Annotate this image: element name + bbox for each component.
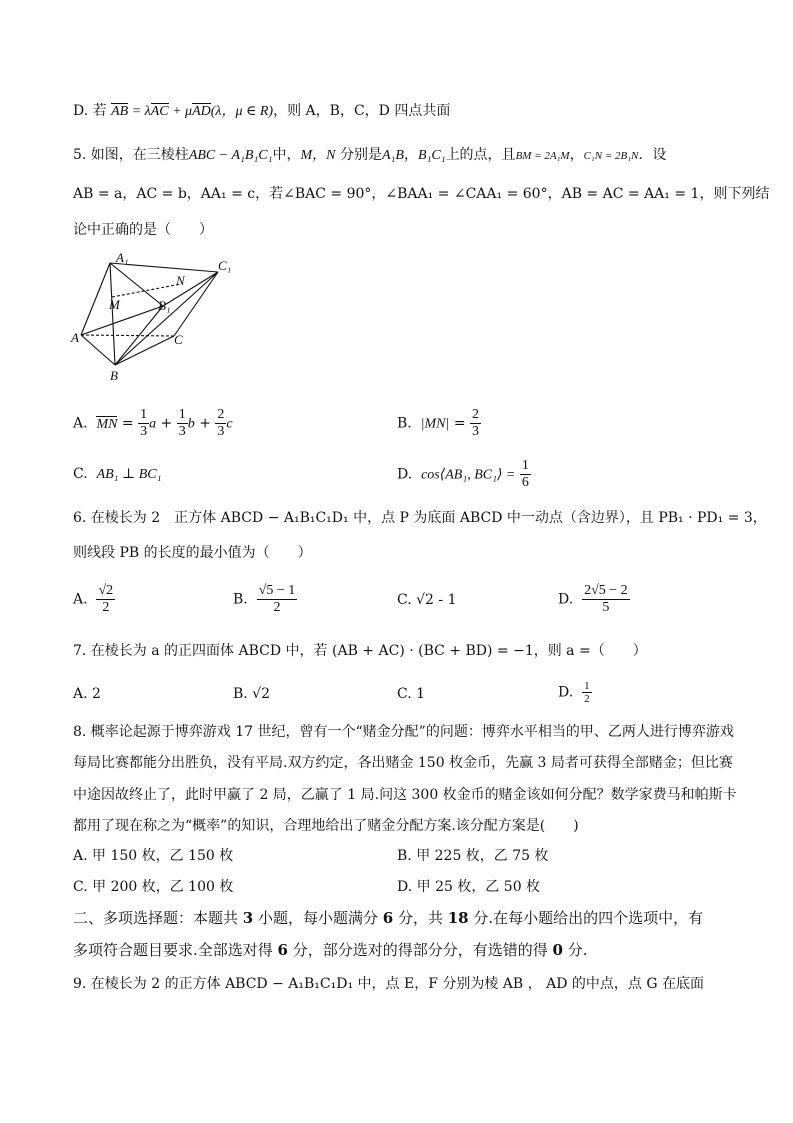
edge-a-c-hidden: [81, 335, 174, 336]
q7-option-d: D. $\frac{1}{2}$: [558, 680, 590, 705]
edge-a-a1: [81, 263, 110, 335]
section2-line1: 二、多项选择题：本题共 3 小题，每小题满分 6 分，共 18 分.在每小题给出的四个选项中，有: [73, 909, 704, 927]
label-c: C: [174, 332, 183, 347]
q8-option-d: D. 甲 25 枚，乙 50 枚: [397, 879, 541, 895]
q9-line1: 9. 在棱长为 2 的正方体 ABCD − A₁B₁C₁D₁ 中，点 E，F 分别为棱 AB ， AD 的中点，点 G 在底面: [73, 976, 704, 992]
q7-option-a: A. 2: [73, 686, 101, 702]
q5-option-c: C. AB₁ ⊥ BC₁: [73, 466, 162, 482]
section2-line2: 多项符合题目要求.全部选对得 6 分，部分选对的得部分分，有选错的得 0 分.: [73, 941, 588, 959]
q8-line3: 中途因故终止了，此时甲赢了 2 局，乙赢了 1 局.问这 300 枚金币的赌金该如何分配？数学家费马和帕斯卡: [73, 787, 737, 803]
label-c1: C₁: [218, 258, 232, 273]
q8-line4: 都用了现在称之为“概率”的知识，合理地给出了赌金分配方案.该分配方案是( ): [73, 818, 579, 834]
label-n: N: [176, 273, 185, 288]
q5-option-b: B. |MN| = $\frac{2}{3}$: [397, 407, 479, 439]
q7-line1: 7. 在棱长为 a 的正四面体 ABCD 中，若 (AB + AC) · (BC + BD) = −1，则 a =（ ）: [73, 643, 647, 659]
q5-line1: 5. 如图，在三棱柱ABC − A₁B₁C₁中，M，N 分别是A₁B，B₁C₁上的点，且BM = 2A₁M，C₁N = 2B₁N．设: [73, 147, 667, 163]
q7-option-c: C. 1: [397, 686, 426, 702]
vector-ac: AC: [150, 104, 169, 119]
vector-ab: AB: [111, 104, 129, 119]
edge-a-b: [81, 335, 115, 365]
label-b1: B₁: [158, 298, 171, 313]
q6-option-b: B. $\frac{√5 - 1}{2}$: [233, 583, 296, 615]
q6-line2: 则线段 PB 的长度的最小值为（ ）: [73, 545, 312, 561]
q6-option-a: A. $\frac{√2}{2}$: [73, 583, 114, 615]
prism-figure: [68, 250, 238, 385]
label-m: M: [109, 297, 120, 312]
q8-option-c: C. 甲 200 枚，乙 100 枚: [73, 879, 234, 895]
q5-option-d: D. cos⟨AB₁, BC₁⟩ = $\frac{1}{6}$: [397, 458, 529, 490]
q8-line2: 每局比赛都能分出胜负，没有平局.双方约定，各出赌金 150 枚金币，先赢 3 局者可获得全部赌金；但比赛: [73, 755, 733, 771]
q8-line1: 8. 概率论起源于博弈游戏 17 世纪，曾有一个“赌金分配”的问题：博弈水平相当的甲、乙两人进行博弈游戏: [73, 724, 734, 740]
q8-option-a: A. 甲 150 枚，乙 150 枚: [73, 848, 234, 864]
segment-m-n: [112, 284, 181, 297]
q5-line3: 论中正确的是（ ）: [73, 222, 213, 238]
vector-ad: AD: [192, 104, 211, 119]
segment-a1-b: [110, 263, 115, 365]
q8-option-b: B. 甲 225 枚，乙 75 枚: [397, 848, 549, 864]
edge-b1-c1: [163, 272, 218, 306]
edge-b-c: [115, 336, 174, 365]
prev-option-d: D. 若 AB = λAC + μAD(λ，μ ∈ R)，则 A，B，C，D 四点共面: [73, 103, 451, 119]
q6-option-c: C. √2 - 1: [397, 592, 457, 608]
label-a: A: [71, 330, 79, 345]
q6-option-d: D. $\frac{2√5 - 2}{5}$: [558, 583, 628, 615]
q7-option-b: B. √2: [233, 686, 271, 702]
label-a1: A₁: [116, 250, 129, 265]
segment-b-c1: [115, 272, 218, 365]
q5-line2: AB = a，AC = b，AA₁ = c，若∠BAC = 90°，∠BAA₁ = ∠CAA₁ = 60°，AB = AC = AA₁ = 1，则下列结: [73, 186, 770, 202]
q5-option-a: A. MN = $\frac{1}{3}$ a + $\frac{1}{3}$ b + $\frac{2}{3}$ c: [73, 407, 233, 439]
label-b: B: [110, 368, 118, 383]
q6-line1: 6. 在棱长为 2 正方体 ABCD − A₁B₁C₁D₁ 中，点 P 为底面 ABCD 中一动点（含边界），且 PB₁ · PD₁ = 3，: [73, 510, 767, 526]
